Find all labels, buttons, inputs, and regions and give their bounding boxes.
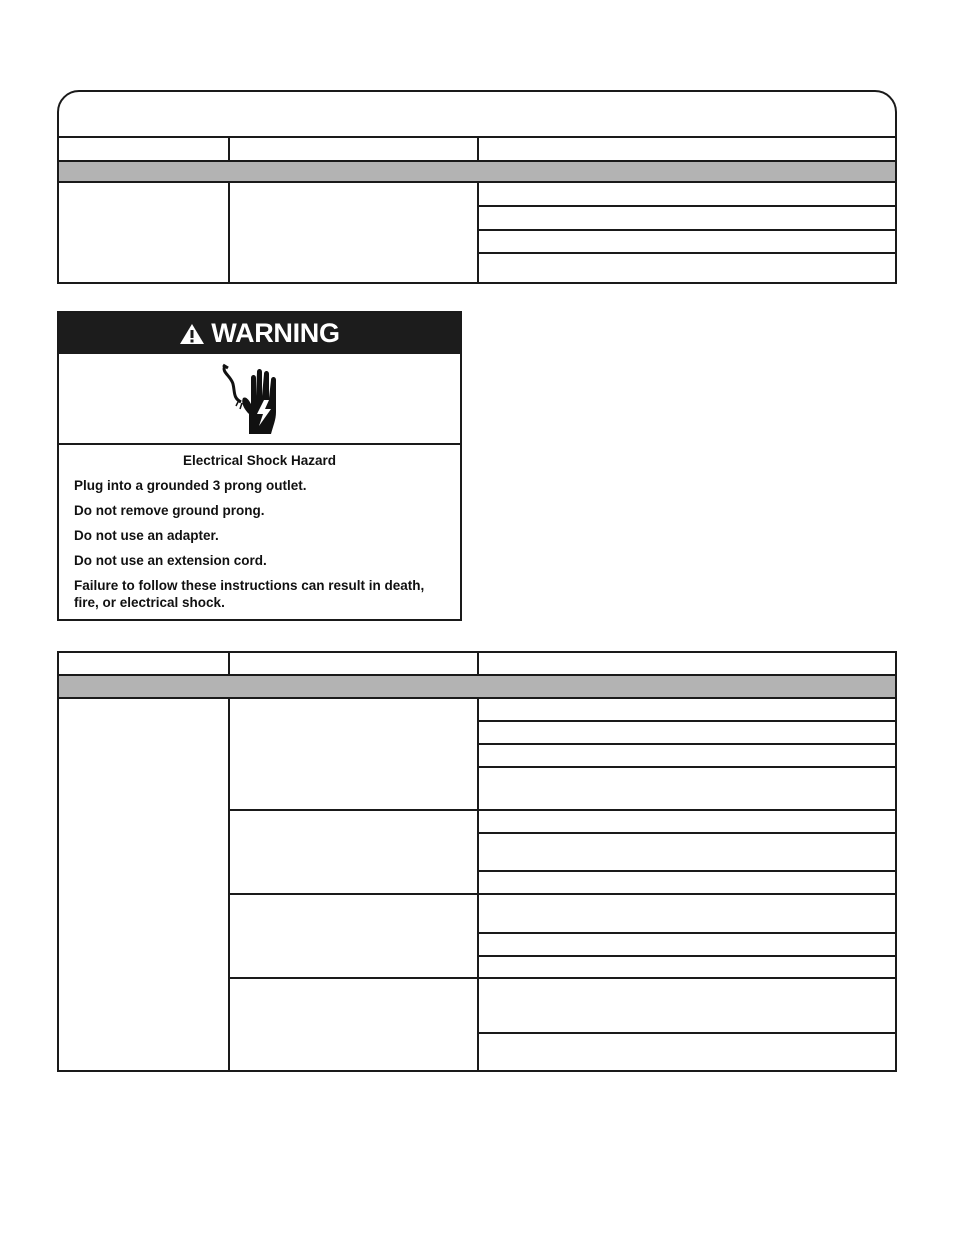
row-rule [479,832,895,834]
row-rule [479,743,895,745]
column-divider [477,183,479,282]
row-rule [479,205,895,207]
row-rule [479,766,895,768]
troubleshooting-table-top [57,90,897,284]
warning-instruction: Failure to follow these instructions can result in death, fire, or electrical shock. [74,578,425,610]
column-divider [477,138,479,160]
warning-instruction: Do not use an adapter. [74,528,219,543]
column-divider [228,699,230,1070]
group-rule [230,809,895,811]
column-divider [228,653,230,674]
warning-instruction: Do not use an extension cord. [74,553,267,568]
column-divider [228,183,230,282]
warning-graphic [59,354,460,445]
group-rule [230,977,895,979]
row-rule [479,870,895,872]
section-row [59,160,895,183]
row-rule [479,252,895,254]
row-rule [479,1032,895,1034]
column-divider [477,653,479,674]
warning-header [59,313,460,354]
warning-title: WARNING [211,318,340,348]
column-divider [477,699,479,1070]
row-rule [479,229,895,231]
hazard-title: Electrical Shock Hazard [182,453,337,468]
warning-box [57,311,462,621]
warning-text [59,447,460,619]
warning-instruction: Plug into a grounded 3 prong outlet. [74,478,307,493]
column-divider [228,138,230,160]
warning-instruction: Do not remove ground prong. [74,503,265,518]
row-rule [479,720,895,722]
section-row [59,674,895,699]
warning-triangle-icon [179,323,205,345]
group-rule [230,893,895,895]
electric-shock-hand-icon [219,362,291,438]
row-rule [479,932,895,934]
troubleshooting-table-bottom [57,651,897,1072]
row-rule [479,955,895,957]
